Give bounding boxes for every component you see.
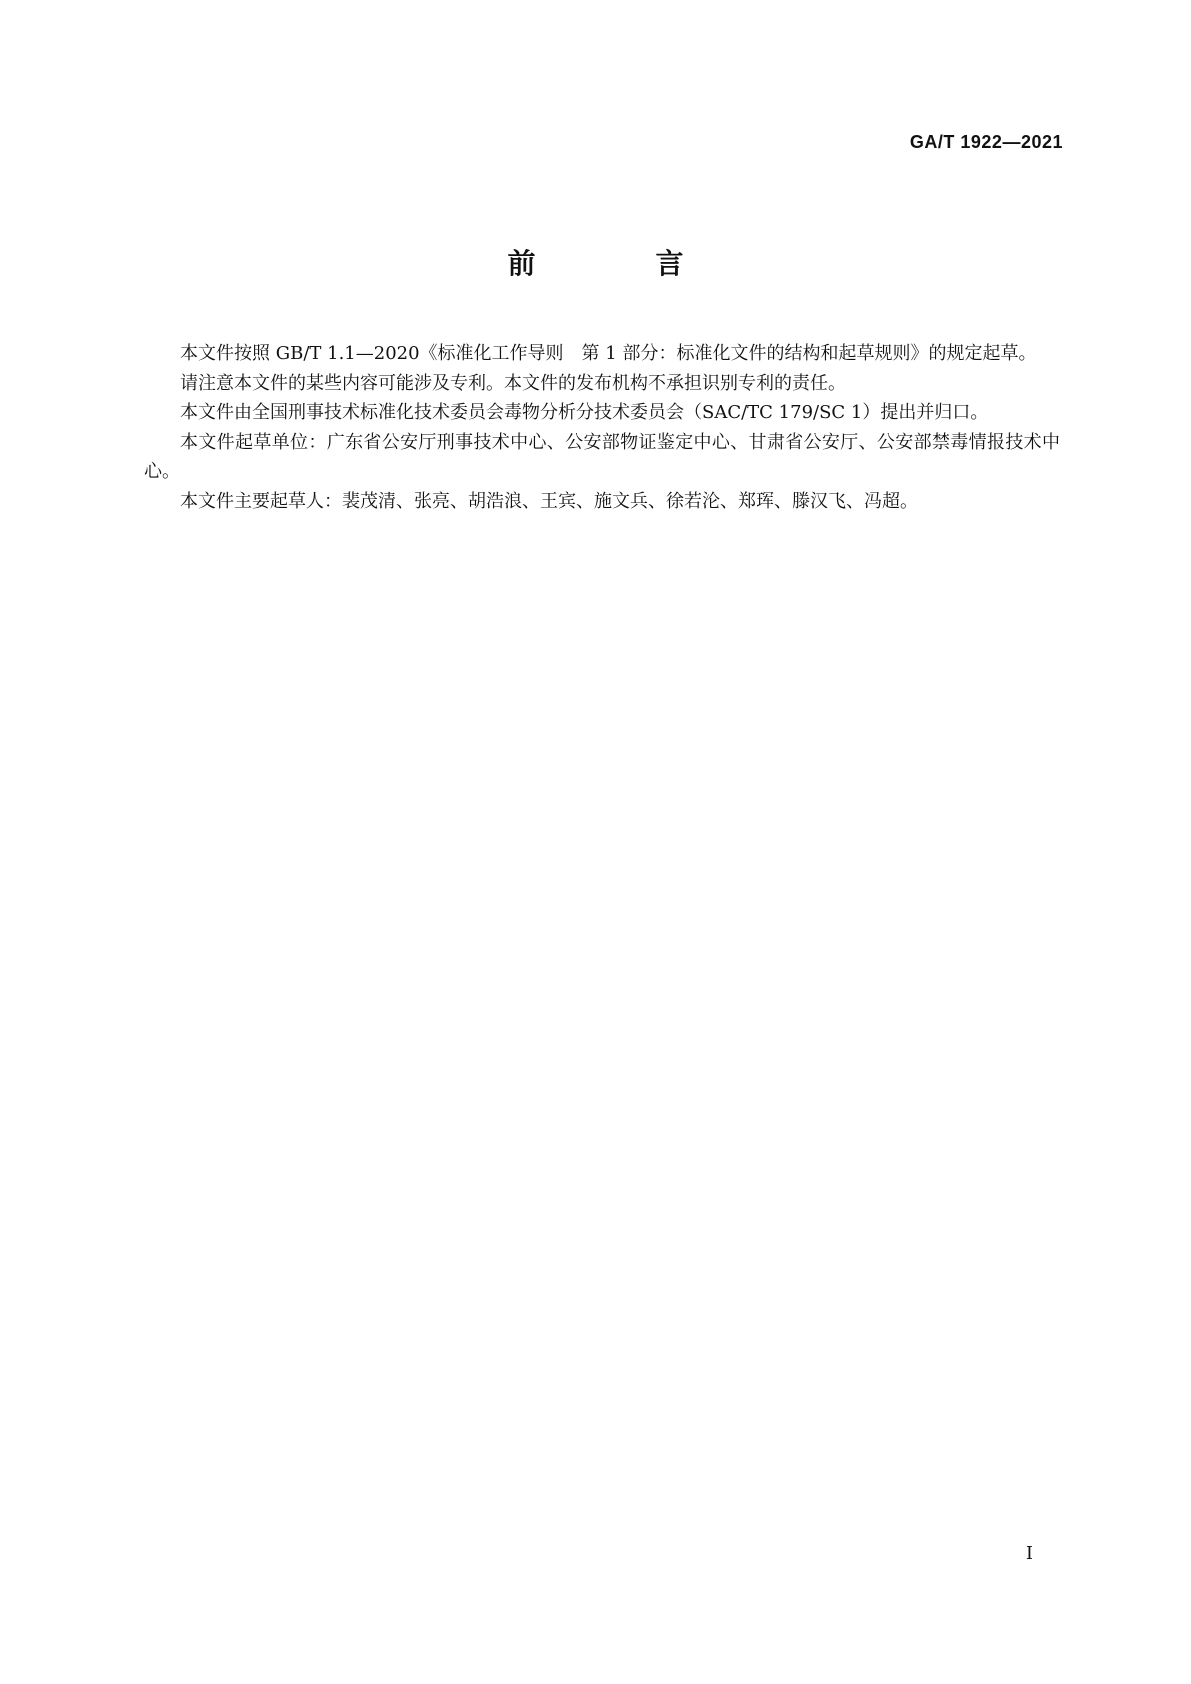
paragraph-proposer: 本文件由全国刑事技术标准化技术委员会毒物分析分技术委员会（SAC/TC 179/SC 1）提出并归口。 xyxy=(180,402,989,423)
page-title: 前 言 xyxy=(507,247,730,280)
foreword-body xyxy=(144,339,1060,516)
paragraph-drafters: 本文件主要起草人：裴茂清、张亮、胡浩浪、王宾、施文兵、徐若沦、郑珲、滕汉飞、冯超。 xyxy=(180,490,918,512)
paragraph-patent-notice: 请注意本文件的某些内容可能涉及专利。本文件的发布机构不承担识别专利的责任。 xyxy=(180,372,846,394)
paragraph-drafting-units: 本文件起草单位：广东省公安厅刑事技术中心、公安部物证鉴定中心、甘肃省公安厅、公安部禁毒情报技术中心。 xyxy=(144,431,1060,482)
standard-code: GA/T 1922—2021 xyxy=(909,132,1063,152)
paragraph-drafting-rules: 本文件按照 GB/T 1.1—2020《标准化工作导则 第 1 部分：标准化文件的结构和起草规则》的规定起草。 xyxy=(180,343,1037,364)
page-number: I xyxy=(1025,1543,1033,1564)
